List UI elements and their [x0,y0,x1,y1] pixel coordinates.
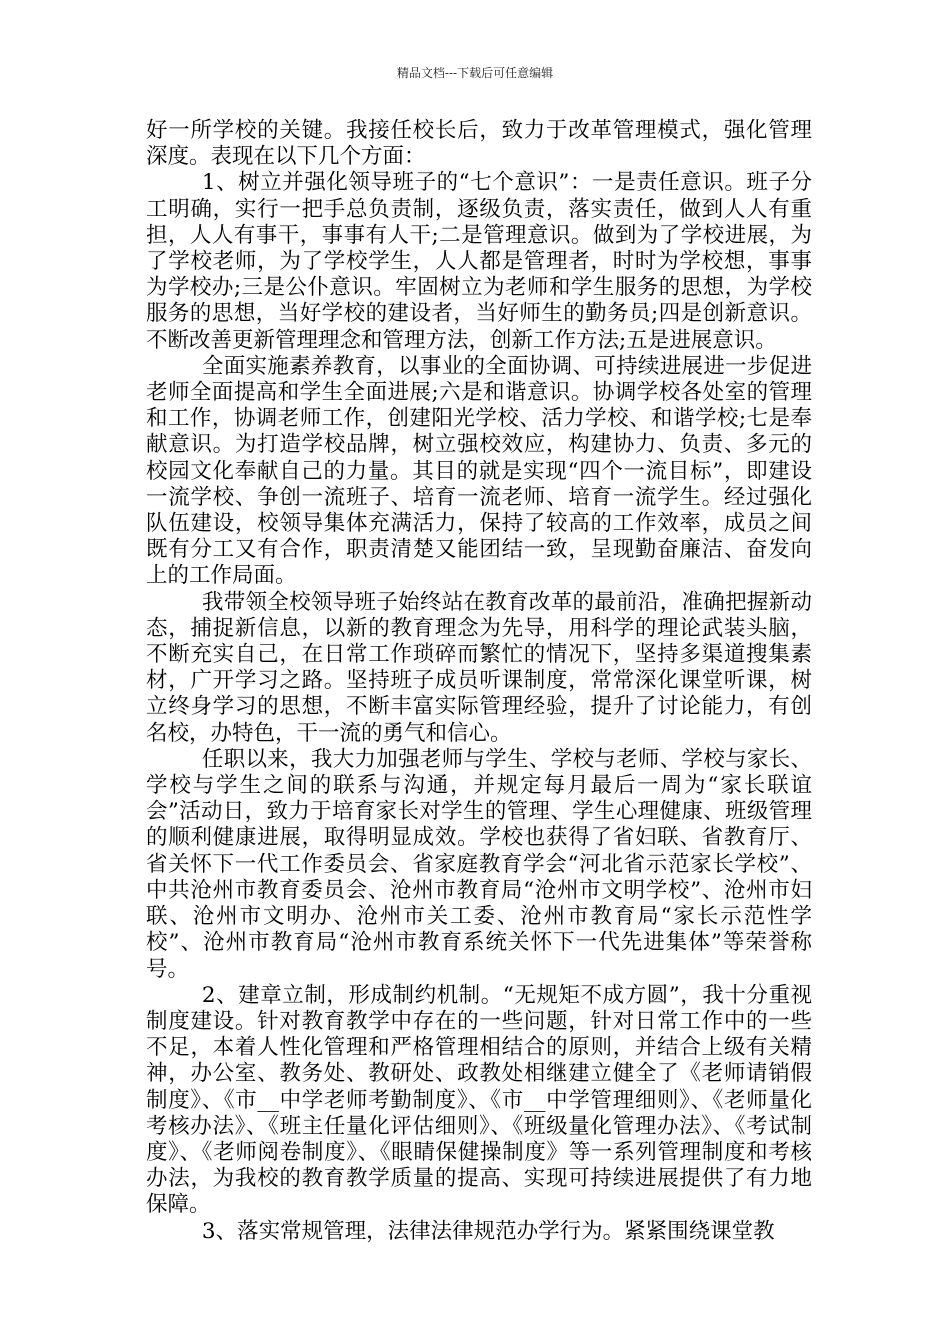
paragraph-4: 我带领全校领导班子始终站在教育改革的最前沿，准确把握新动态，捕捉新信息，以新的教育理念为先导，用科学的理论武装头脑，不断充实自己，在日常工作琐碎而繁忙的情况下，坚持多渠道搜集素材，广开学习之路。坚持班子成员听课制度，常常深化课堂听课，树立终身学习的思想，不断丰富实际管理经验，提升了讨论能力，有创名校，办特色，干一流的勇气和信心。 [146,589,812,746]
paragraph-2: 1、树立并强化领导班子的“七个意识”：一是责任意识。班子分工明确，实行一把手总负责制，逐级负责，落实责任，做到人人有重担，人人有事干，事事有人干;二是管理意识。做到为了学校进展，为了学校老师，为了学校学生，人人都是管理者，时时为学校想，事事为学校办;三是公仆意识。牢固树立为老师和学生服务的思想，为学校服务的思想，当好学校的建设者，当好师生的勤务员;四是创新意识。不断改善更新管理理念和管理方法，创新工作方法;五是进展意识。 [146,170,812,353]
paragraph-1: 好一所学校的关键。我接任校长后，致力于改革管理模式，强化管理深度。表现在以下几个方面： [146,118,812,170]
paragraph-6: 2、建章立制，形成制约机制。“无规矩不成方圆”，我十分重视制度建设。针对教育教学中存在的一些问题，针对日常工作中的一些不足，本着人性化管理和严格管理相结合的原则，并结合上级有关精神，办公室、教务处、教研处、政教处相继建立健全了《老师请销假制度》、《市__中学老师考勤制度》、《市__中学管理细则》、《老师量化考核办法》、《班主任量化评估细则》、《班级量化管理办法》、《考试制度》、《老师阅卷制度》、《眼睛保健操制度》等一系列管理制度和考核办法，为我校的教育教学质量的提高、实现可持续进展提供了有力地保障。 [146,982,812,1218]
paragraph-5: 任职以来，我大力加强老师与学生、学校与老师、学校与家长、学校与学生之间的联系与沟通，并规定每月最后一周为“家长联谊会”活动日，致力于培育家长对学生的管理、学生心理健康、班级管理的顺利健康进展，取得明显成效。学校也获得了省妇联、省教育厅、省关怀下一代工作委员会、省家庭教育学会“河北省示范家长学校”、中共沧州市教育委员会、沧州市教育局“沧州市文明学校”、沧州市妇联、沧州市文明办、沧州市关工委、沧州市教育局“家长示范性学校”、沧州市教育局“沧州市教育系统关怀下一代先进集体”等荣誉称号。 [146,746,812,982]
paragraph-7: 3、落实常规管理，法律法律规范办学行为。紧紧围绕课堂教 [201,1218,775,1244]
paragraph-3: 全面实施素养教育，以事业的全面协调、可持续进展进一步促进老师全面提高和学生全面进展;六是和谐意识。协调学校各处室的管理和工作，协调老师工作，创建阳光学校、活力学校、和谐学校;七是奉献意识。为打造学校品牌，树立强校效应，构建协力、负责、多元的校园文化奉献自己的力量。其目的就是实现“四个一流目标”，即建设一流学校、争创一流班子、培育一流老师、培育一流学生。经过强化队伍建设，校领导集体充满活力，保持了较高的工作效率，成员之间既有分工又有合作，职责清楚又能团结一致，呈现勤奋廉洁、奋发向上的工作局面。 [146,353,812,589]
document-body [146,118,812,1245]
page-header: 精品文档---下载后可任意编辑 [396,66,554,80]
